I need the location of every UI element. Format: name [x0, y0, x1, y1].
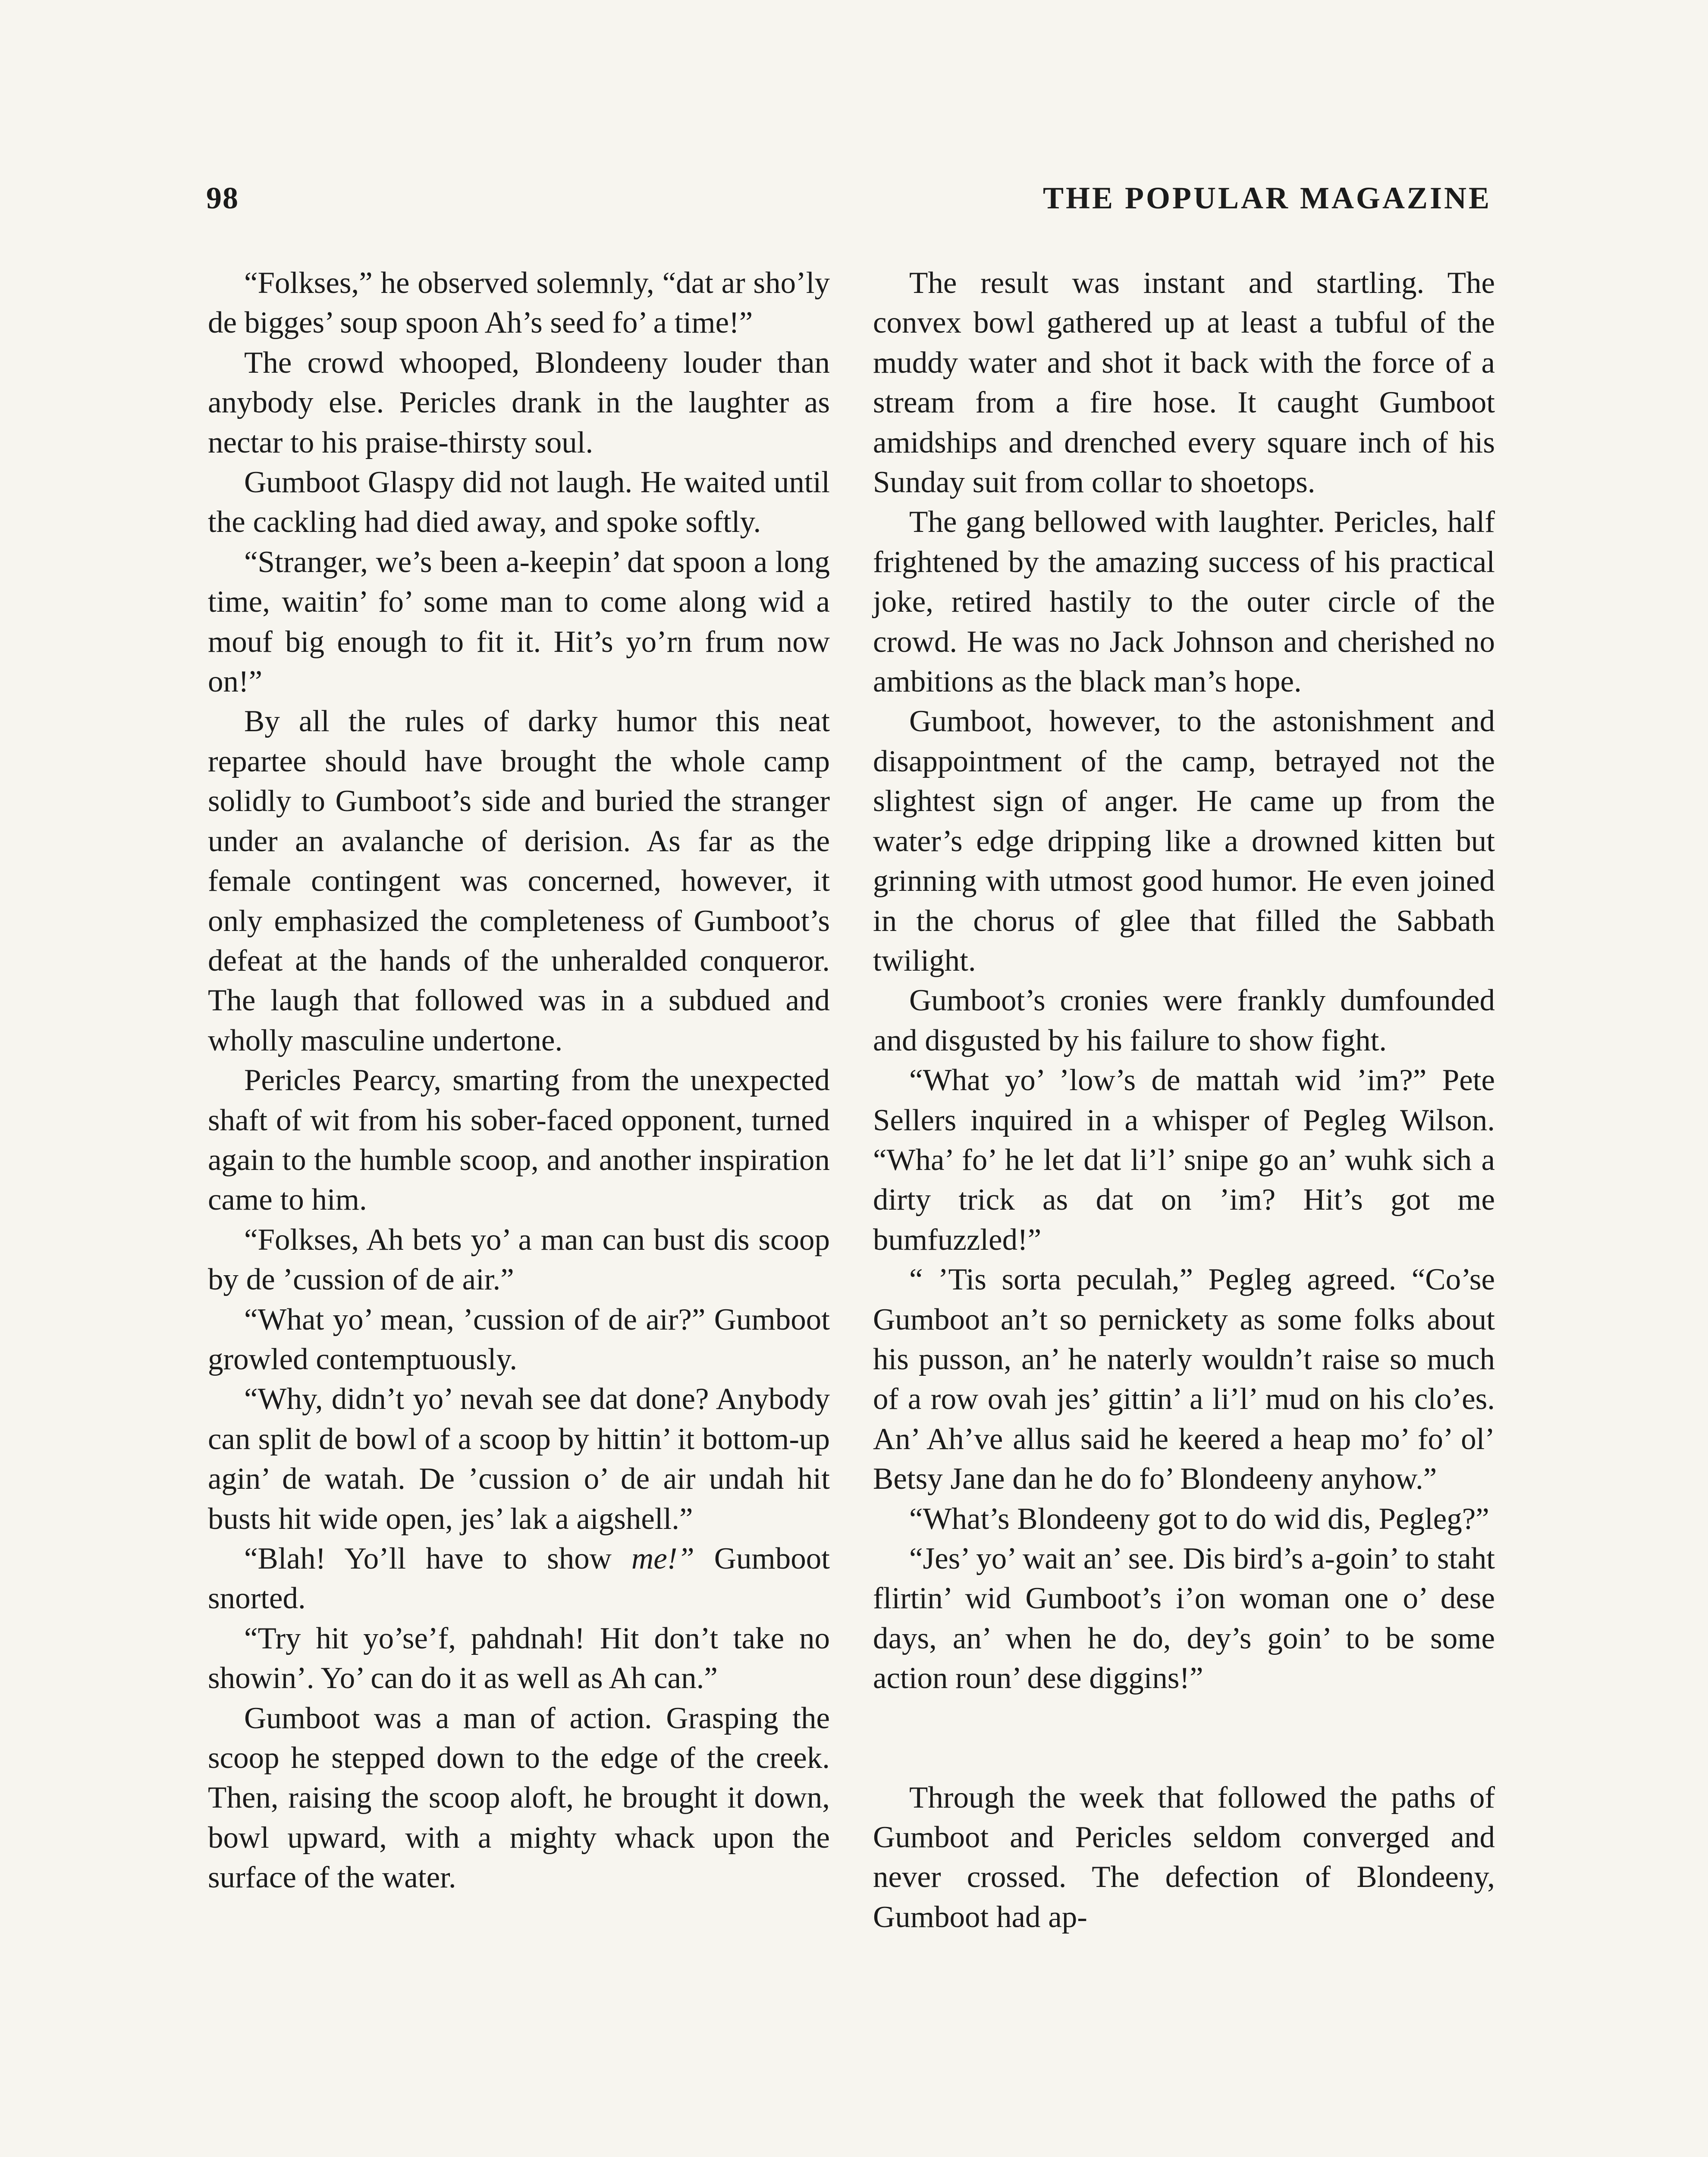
paragraph: “What’s Blondeeny got to do wid dis, Pegleg?”: [909, 1502, 1489, 1536]
paragraph: The gang bellowed with laughter. Pericles, half frightened by the amazing success of his practical joke, retired hastily to the outer circle of the crowd. He was no Jack Johnson and cherished no ambitions as the black man’s hope.: [873, 505, 1495, 699]
paragraph: Gumboot, however, to the astonishment and disappointment of the camp, betrayed not the slightest sign of anger. He came up from the water’s edge dripping like a drowned kitten but grinning with utmost good humor. He even joined in the chorus of glee that filled the Sabbath twilight.: [873, 704, 1495, 978]
paragraph-after-section-break: Through the week that followed the paths of Gumboot and Pericles seldom converged and never crossed. The defection of Blondeeny, Gumboot had ap-: [873, 1780, 1495, 1934]
paragraph: “Try hit yo’se’f, pahdnah! Hit don’t take no showin’. Yo’ can do it as well as Ah can.”: [208, 1621, 830, 1695]
paragraph: “Why, didn’t yo’ nevah see dat done? Anybody can split de bowl of a scoop by hittin’ it bottom-up agin’ de watah. De ’cussion o’ de air undah hit busts hit wide open, jes’ lak a aigshell.”: [208, 1382, 830, 1536]
paragraph: Gumboot Glaspy did not laugh. He waited until the cackling had died away, and spoke softly.: [208, 465, 830, 539]
paragraph: “What yo’ ’low’s de mattah wid ’im?” Pete Sellers inquired in a whisper of Pegleg Wilson. “Wha’ fo’ he let dat li’l’ snipe go an’ wuhk sich a dirty trick as dat on ’im? Hit’s got me bumfuzzled!”: [873, 1063, 1495, 1257]
paragraph: Gumboot’s cronies were frankly dumfounded and disgusted by his failure to show fight.: [873, 984, 1495, 1057]
emphasized-word: me!”: [631, 1542, 694, 1575]
paragraph: By all the rules of darky humor this neat repartee should have brought the whole camp solidly to Gumboot’s side and buried the stranger under an avalanche of derision. As far as the female contingent was concerned, however, it only emphasized the completeness of Gumboot’s defeat at the hands of the unheralded conqueror. The laugh that followed was in a subdued and wholly masculine undertone.: [208, 704, 830, 1057]
paragraph: “ ’Tis sorta peculah,” Pegleg agreed. “Co’se Gumboot an’t so pernickety as some folks about his pusson, an’ he naterly wouldn’t raise so much of a row ovah jes’ gittin’ a li’l’ mud on his clo’es. An’ Ah’ve allus said he keered a heap mo’ fo’ ol’ Betsy Jane dan he do fo’ Blondeeny anyhow.”: [873, 1263, 1495, 1496]
paragraph-text: “Blah! Yo’ll have to show: [244, 1542, 631, 1575]
paragraph: “Jes’ yo’ wait an’ see. Dis bird’s a-goin’ to staht flirtin’ wid Gumboot’s i’on woman one o’ dese days, an’ when he do, dey’s goin’ to be some action roun’ dese diggins!”: [873, 1542, 1495, 1695]
right-text-column: [873, 263, 1495, 1937]
paragraph: “Stranger, we’s been a-keepin’ dat spoon a long time, waitin’ fo’ some man to come along wid a mouf big enough to fit it. Hit’s yo’rn frum now on!”: [208, 545, 830, 699]
paragraph-with-emphasis: [208, 1539, 830, 1619]
paragraph: The crowd whooped, Blondeeny louder than anybody else. Pericles drank in the laughter as nectar to his praise-thirsty soul.: [208, 346, 830, 459]
paragraph: Gumboot was a man of action. Grasping the scoop he stepped down to the edge of the creek. Then, raising the scoop aloft, he brought it down, bowl upward, with a mighty whack upon the surface of the water.: [208, 1701, 830, 1895]
paragraph: “What yo’ mean, ’cussion of de air?” Gumboot growled contemptuously.: [208, 1302, 830, 1376]
paragraph-text: Gumboot snorted.: [208, 1542, 830, 1616]
running-head-title: THE POPULAR MAGAZINE: [1042, 181, 1491, 215]
paragraph: The result was instant and startling. The convex bowl gathered up at least a tubful of the muddy water and shot it back with the force of a stream from a fire hose. It caught Gumboot amidships and drenched every square inch of his Sunday suit from collar to shoetops.: [873, 266, 1495, 500]
paragraph: “Folkses, Ah bets yo’ a man can bust dis scoop by de ’cussion of de air.”: [208, 1223, 830, 1297]
page-number: 98: [206, 181, 239, 215]
paragraph: Pericles Pearcy, smarting from the unexpected shaft of wit from his sober-faced opponent, turned again to the humble scoop, and another inspiration came to him.: [208, 1063, 830, 1217]
left-text-column: [208, 263, 830, 1898]
paragraph: “Folkses,” he observed solemnly, “dat ar sho’ly de bigges’ soup spoon Ah’s seed fo’ a time!”: [208, 266, 830, 340]
